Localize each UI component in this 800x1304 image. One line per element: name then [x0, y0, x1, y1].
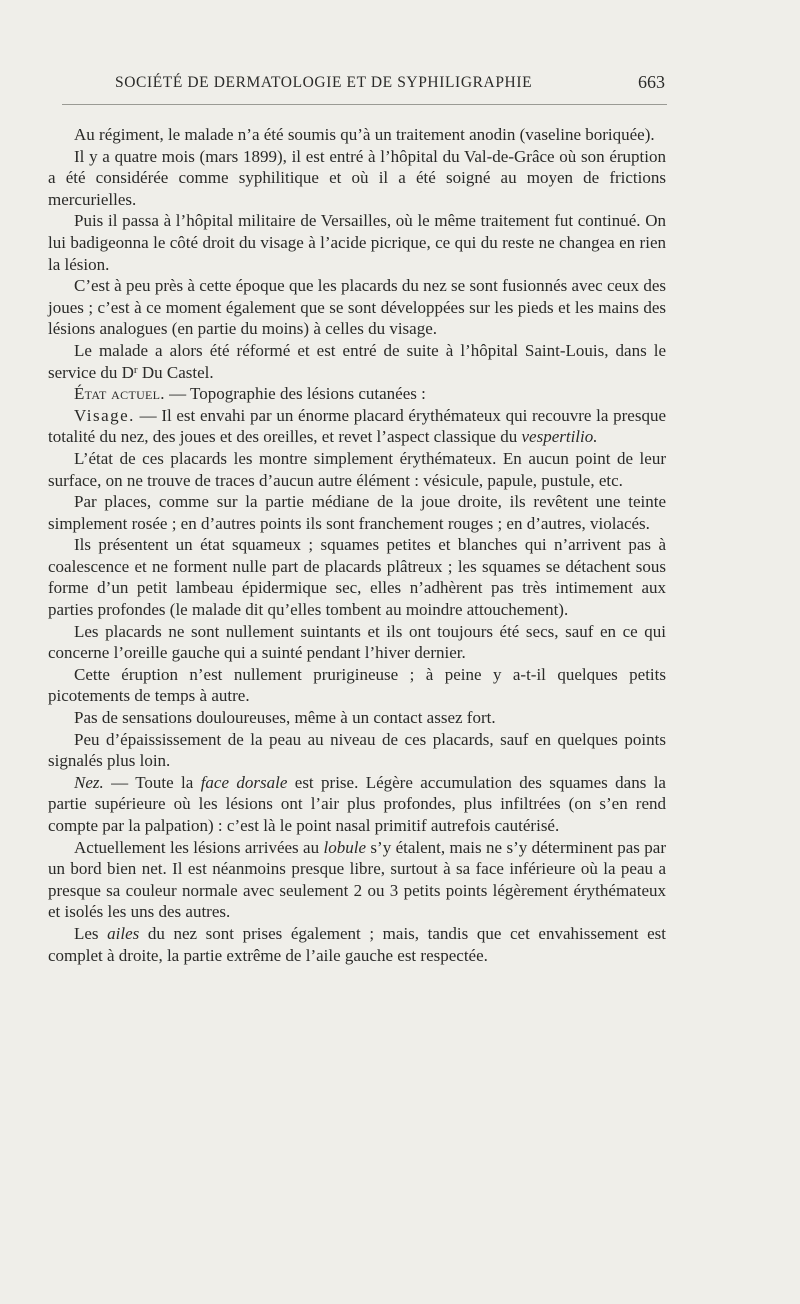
paragraph-text: Les	[74, 923, 108, 943]
paragraph: Puis il passa à l’hôpital militaire de Versailles, où le même traitement fut continué. On lui badigeonna le côté droit du visage à l’acide picrique, ce qui du reste ne changea en rien la lésion.	[48, 211, 666, 274]
paragraph: Les placards ne sont nullement suintants et ils ont toujours été secs, sauf en ce qui concerne l’oreille gauche qui a suinté pendant l’hiver dernier.	[48, 621, 666, 663]
paragraph-text: s’y étalent, mais ne s’y déterminent pas par un bord bien net. Il est néanmoins presque libre, surtout à sa face inférieure où la peau a presque sa couleur normale avec seulement 2 ou 3 petits points légèrement érythémateux et isolés les uns des autres.	[48, 837, 666, 922]
page-number: 663	[638, 72, 665, 92]
paragraph	[48, 837, 666, 923]
paragraph: Pas de sensations douloureuses, même à un contact assez fort.	[74, 708, 496, 728]
section-label: Visage.	[74, 405, 135, 425]
paragraph-text: — Il est envahi par un énorme placard érythémateux qui recouvre la presque totalité du nez, des joues et des oreilles, et revet l’aspect classique du	[48, 405, 666, 447]
body-text	[48, 124, 666, 966]
paragraph-text: est prise. Légère accumulation des squames dans la partie supérieure où les lésions ont l’air plus profondes, plus infiltrées (on s’en rend compte par la palpation) : c’est là le point nasal primitif autrefois cautérisé.	[48, 772, 666, 835]
paragraph: C’est à peu près à cette époque que les placards du nez se sont fusionnés avec ceux des joues ; c’est à ce moment également que se sont développées sur les pieds et les mains des lésions analogues (en partie du moins) à celles du visage.	[48, 276, 666, 339]
paragraph-text: du nez sont prises également ; mais, tandis que cet envahissement est complet à droite, la partie extrême de l’aile gauche est respectée.	[48, 923, 666, 965]
italic-term: face dorsale	[200, 772, 288, 792]
paragraph: Il y a quatre mois (mars 1899), il est entré à l’hôpital du Val-de-Grâce où son éruption a été considérée comme syphilitique et où il a été soigné au moyen de frictions mercurielles.	[48, 146, 666, 209]
paragraph	[48, 923, 666, 966]
paragraph: Au régiment, le malade n’a été soumis qu’à un traitement anodin (vaseline boriquée).	[74, 125, 655, 144]
paragraph	[48, 405, 666, 448]
italic-term: ailes	[107, 923, 140, 943]
paragraph: Cette éruption n’est nullement prurigineuse ; à peine y a-t-il quelques petits picotements de temps à autre.	[48, 664, 666, 706]
section-label: État actuel.	[74, 384, 165, 404]
running-head	[115, 74, 665, 96]
paragraph-text: Actuellement les lésions arrivées au	[74, 837, 324, 857]
paragraph	[48, 340, 666, 383]
superscript: r	[133, 363, 138, 376]
italic-term: lobule	[323, 837, 367, 857]
paragraph-text: Le malade a alors été réformé et est entré de suite à l’hôpital Saint-Louis, dans le service du D	[48, 340, 666, 382]
paragraph: Peu d’épaississement de la peau au niveau de ces placards, sauf en quelques points signalés plus loin.	[48, 729, 666, 771]
running-title: SOCIÉTÉ DE DERMATOLOGIE ET DE SYPHILIGRAPHIE	[115, 74, 533, 91]
paragraph: Par places, comme sur la partie médiane de la joue droite, ils revêtent une teinte simplement rosée ; en d’autres points ils sont franchement rouges ; en d’autres, violacés.	[48, 492, 666, 533]
header-rule	[62, 104, 667, 105]
paragraph	[48, 383, 666, 405]
paragraph-text: Du Castel.	[137, 362, 214, 382]
paragraph-text: — Toute la	[103, 772, 201, 792]
section-label: Nez.	[74, 772, 104, 792]
paragraph-text: — Topographie des lésions cutanées :	[164, 384, 426, 404]
paragraph	[48, 772, 666, 837]
paragraph: Ils présentent un état squameux ; squames petites et blanches qui n’arrivent pas à coalescence et ne forment nulle part de placards plâtreux ; les squames se détachent sous forme d’un petit lambeau épidermique sec, elles n’adhèrent pas très intimement aux parties profondes (le malade dit qu’elles tombent au moindre attouchement).	[48, 535, 666, 620]
paragraph: L’état de ces placards les montre simplement érythémateux. En aucun point de leur surface, on ne trouve de traces d’aucun autre élément : vésicule, papule, pustule, etc.	[48, 448, 666, 490]
italic-term: vespertilio.	[521, 427, 598, 447]
